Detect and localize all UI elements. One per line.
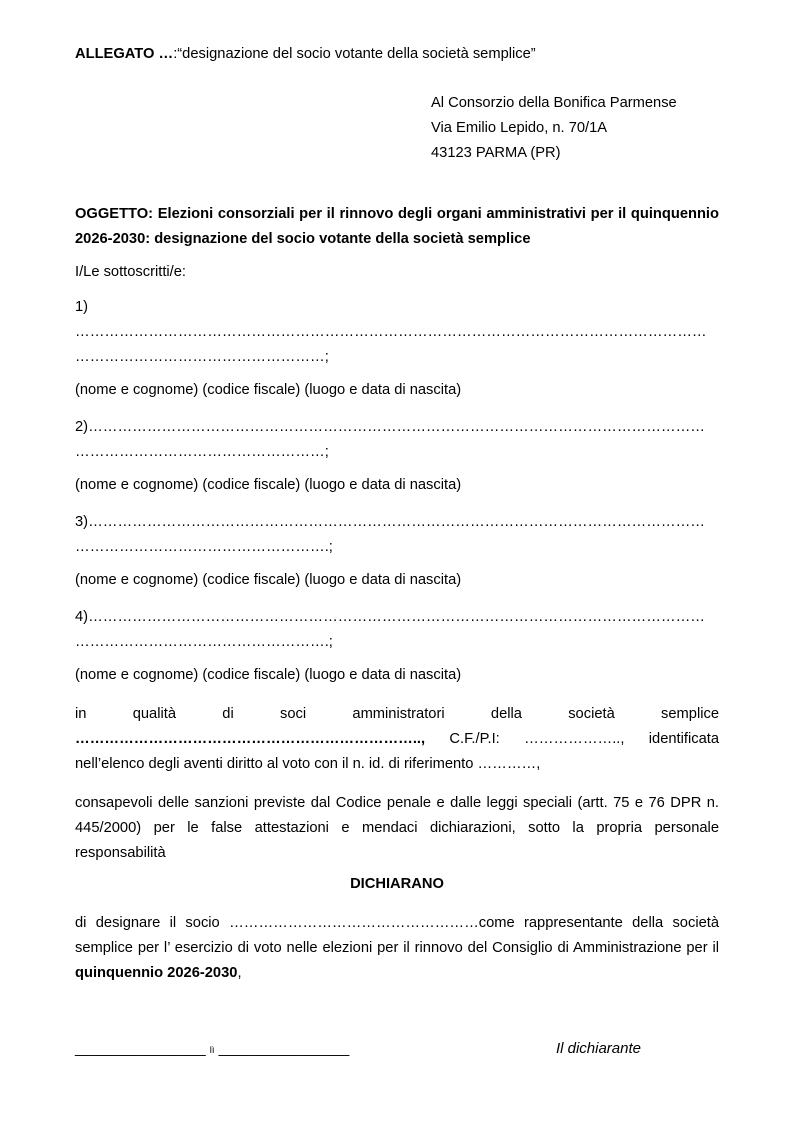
designee-blank: …………………………………………… — [229, 914, 479, 931]
signatory-4-fill-line-2: …………………………………………….; — [75, 633, 333, 650]
signatory-4-entry — [75, 605, 719, 655]
signatory-2-caption: (nome e cognome) (codice fiscale) (luogo e data di nascita) — [75, 476, 462, 493]
date-blank: ________________ — [218, 1040, 350, 1057]
signatory-4-dots: ……………………………………………………………………………………………………………… — [88, 608, 705, 625]
li-label: lì — [209, 1044, 215, 1056]
signatory-4-number: 4) — [75, 608, 89, 625]
recipient-street: Via Emilio Lepido, n. 70/1A — [431, 119, 608, 136]
signatory-1-entry — [75, 295, 719, 370]
attachment-subtitle: :“designazione del socio votante della società semplice” — [173, 46, 536, 62]
designation-term: quinquennio 2026-2030 — [75, 964, 238, 981]
attachment-label: ALLEGATO … — [75, 46, 174, 62]
signatory-3-caption: (nome e cognome) (codice fiscale) (luogo e data di nascita) — [75, 571, 462, 588]
signatory-4-caption: (nome e cognome) (codice fiscale) (luogo e data di nascita) — [75, 666, 462, 683]
signatory-3-dots: ……………………………………………………………………………………………………………… — [88, 513, 705, 530]
liability-paragraph: consapevoli delle sanzioni previste dal Codice penale e dalle leggi speciali (artt. 75 e 76 DPR n. 445/2000) per le false attestazioni e mendaci dichiarazioni, sotto la propria personale responsabilità — [75, 794, 719, 861]
designation-mid: come rappresentante della società semplice per l’ esercizio di voto nelle elezioni per il rinnovo del Consiglio di Amministrazione per il — [75, 914, 720, 956]
signatory-2-number: 2) — [75, 418, 89, 435]
recipient-city: 43123 PARMA (PR) — [431, 144, 561, 161]
declarant-label: Il dichiarante — [555, 1039, 641, 1057]
signature-row — [75, 1036, 719, 1062]
signatory-3-number: 3) — [75, 513, 89, 530]
cf-blank: ……………….., — [524, 730, 625, 747]
intro-line: I/Le sottoscritti/e: — [75, 263, 187, 280]
cf-label: C.F./P.I: — [449, 730, 500, 747]
attachment-title — [75, 42, 719, 67]
company-name-blank: …………………………………………………………….., — [75, 730, 426, 747]
recipient-block — [431, 91, 719, 166]
signatory-3-fill-line-2: …………………………………………….; — [75, 538, 333, 555]
quality-paragraph — [75, 702, 719, 777]
recipient-name: Al Consorzio della Bonifica Parmense — [431, 94, 677, 111]
signatory-2-fill-line-2: ……………………………………………; — [75, 443, 329, 460]
signatory-1-fill-line-1: ………………………………………………………………………………………………………………… — [75, 323, 707, 340]
signatory-1-number: 1) — [75, 298, 89, 315]
signatory-1-fill-line-2: ……………………………………………; — [75, 348, 329, 365]
declare-heading: DICHIARANO — [350, 875, 444, 892]
signatory-3-entry — [75, 510, 719, 560]
signatory-1-caption: (nome e cognome) (codice fiscale) (luogo e data di nascita) — [75, 381, 462, 398]
signatory-2-entry — [75, 415, 719, 465]
designation-paragraph — [75, 911, 719, 986]
quality-tail: identificata nell’elenco degli aventi diritto al voto con il n. id. di riferimento …………, — [75, 730, 719, 772]
signatory-2-fill-line-1 — [75, 415, 719, 440]
place-blank: ________________ — [75, 1040, 206, 1057]
designation-lead: di designare il socio — [75, 914, 220, 931]
signatory-3-fill-line-1 — [75, 510, 719, 535]
quality-lead: in qualità di soci amministratori della società semplice — [75, 705, 719, 722]
subject-line: OGGETTO: Elezioni consorziali per il rinnovo degli organi amministrativi per il quinquennio 2026-2030: designazione del socio votante della società semplice — [75, 205, 719, 247]
place-date-line — [75, 1037, 349, 1062]
signatory-2-dots: ……………………………………………………………………………………………………………… — [88, 418, 705, 435]
signatory-4-fill-line-1 — [75, 605, 719, 630]
designation-comma: , — [237, 964, 242, 981]
